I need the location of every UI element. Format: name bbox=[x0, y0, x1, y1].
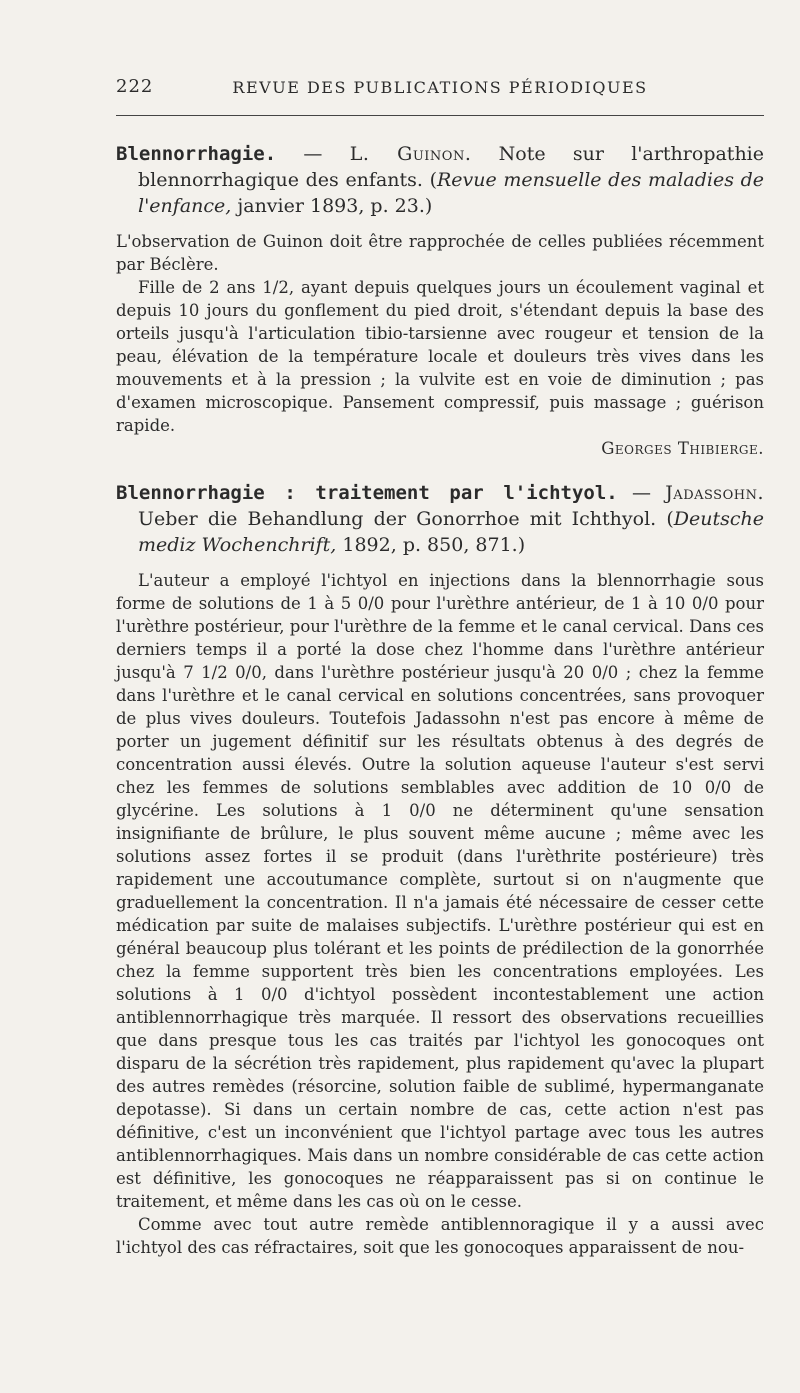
entry-title: Blennorrhagie. bbox=[116, 143, 277, 165]
entry-paragraph: L'observation de Guinon doit être rapprochée de celles publiées récemment par Béclère. bbox=[116, 232, 764, 274]
entry-citation: janvier 1893, p. 23.) bbox=[231, 195, 433, 217]
review-entry bbox=[116, 480, 764, 1259]
page-number: 222 bbox=[116, 76, 154, 97]
entry-author: L. Guinon. bbox=[349, 143, 472, 165]
entry-heading bbox=[116, 480, 764, 558]
page-header bbox=[116, 76, 764, 100]
entry-signature: Georges Thibierge. bbox=[601, 439, 764, 458]
entry-journal: Deutsche mediz Wochenchrift, bbox=[138, 508, 764, 556]
entry-author: Jadassohn. bbox=[665, 482, 764, 504]
entry-journal: Revue mensuelle des maladies de l'enfance, bbox=[138, 169, 764, 217]
entry-paragraph: Comme avec tout autre remède antiblennoragique il y a aussi avec l'ichtyol des cas réfractaires, soit que les gonocoques apparaissent de nou- bbox=[116, 1215, 764, 1257]
entry-head-text: Note sur l'arthropathie blennorrhagique des enfants. ( bbox=[138, 143, 764, 191]
entry-head-text: Ueber die Behandlung der Gonorrhoe mit Ichthyol. ( bbox=[138, 508, 674, 530]
entry-citation: 1892, p. 850, 871.) bbox=[336, 534, 526, 556]
entry-signature-line bbox=[116, 437, 764, 460]
review-entry bbox=[116, 141, 764, 460]
entry-paragraph: L'auteur a employé l'ichtyol en injections dans la blennorrhagie sous forme de solutions de 1 à 5 0/0 pour l'urèthre antérieur, de 1 à 10 0/0 pour l'urèthre postérieur, pour l'urèthre de la femme et le canal cervical. Dans ces derniers temps il a porté la dose chez l'homme dans l'urèthre antérieur jusqu'à 7 1/2 0/0, dans l'urèthre postérieur jusqu'à 20 0/0 ; chez la femme dans l'urèthre et le canal cervical en solutions concentrées, sans provoquer de plus vives douleurs. Toutefois Jadassohn n'est pas encore à même de porter un jugement définitif sur les résultats obtenus à des degrés de concentration aussi élevés. Outre la solution aqueuse l'auteur s'est servi chez les femmes de solutions semblables avec addition de 10 0/0 de glycérine. Les solutions à 1 0/0 ne déterminent qu'une sensation insignifiante de brûlure, le plus souvent même aucune ; même avec les solutions assez fortes il se produit (dans l'urèthrite postérieure) très rapidement une accoutumance complète, surtout si on n'augmente que graduellement la concentration. Il n'a jamais été nécessaire de cesser cette médication par suite de malaises subjectifs. L'urèthre postérieur qui est en général beaucoup plus tolérant et les points de prédilection de la gonorrhée chez la femme supportent très bien les concentrations employées. Les solutions à 1 0/0 d'ichtyol possèdent incontestablement une action antiblennorrhagique très marquée. Il ressort des observations recueillies que dans presque tous les cas traités par l'ichtyol les gonocoques ont disparu de la sécrétion très rapidement, plus rapidement qu'avec la plupart des autres remèdes (résorcine, solution faible de sublimé, hypermanganate depotasse). Si dans un certain nombre de cas, cette action n'est pas définitive, c'est un inconvénient que l'ichtyol partage avec tous les autres antiblennorrhagiques. Mais dans un nombre considérable de cas cette action est définitive, les gonocoques ne réapparaissent pas si on continue le traitement, et même dans les cas où on le cesse. bbox=[116, 571, 764, 1211]
entry-title: Blennorrhagie : traitement par l'ichtyol. bbox=[116, 482, 618, 504]
entry-paragraph: Fille de 2 ans 1/2, ayant depuis quelques jours un écoulement vaginal et depuis 10 jours du gonflement du pied droit, s'étendant depuis la base des orteils jusqu'à l'articulation tibio-tarsienne avec rougeur et tension de la peau, élévation de la température locale et douleurs très vives dans les mouvements et à la pression ; la vulvite est en voie de diminution ; pas d'examen microscopique. Pansement compressif, puis massage ; guérison rapide. bbox=[116, 278, 764, 435]
running-title: REVUE DES PUBLICATIONS PÉRIODIQUES bbox=[232, 78, 648, 97]
entry-dash: — bbox=[617, 482, 666, 504]
header-rule bbox=[116, 115, 764, 116]
entry-heading bbox=[116, 141, 764, 219]
page-content bbox=[116, 141, 764, 1279]
entry-dash: — bbox=[276, 143, 350, 165]
